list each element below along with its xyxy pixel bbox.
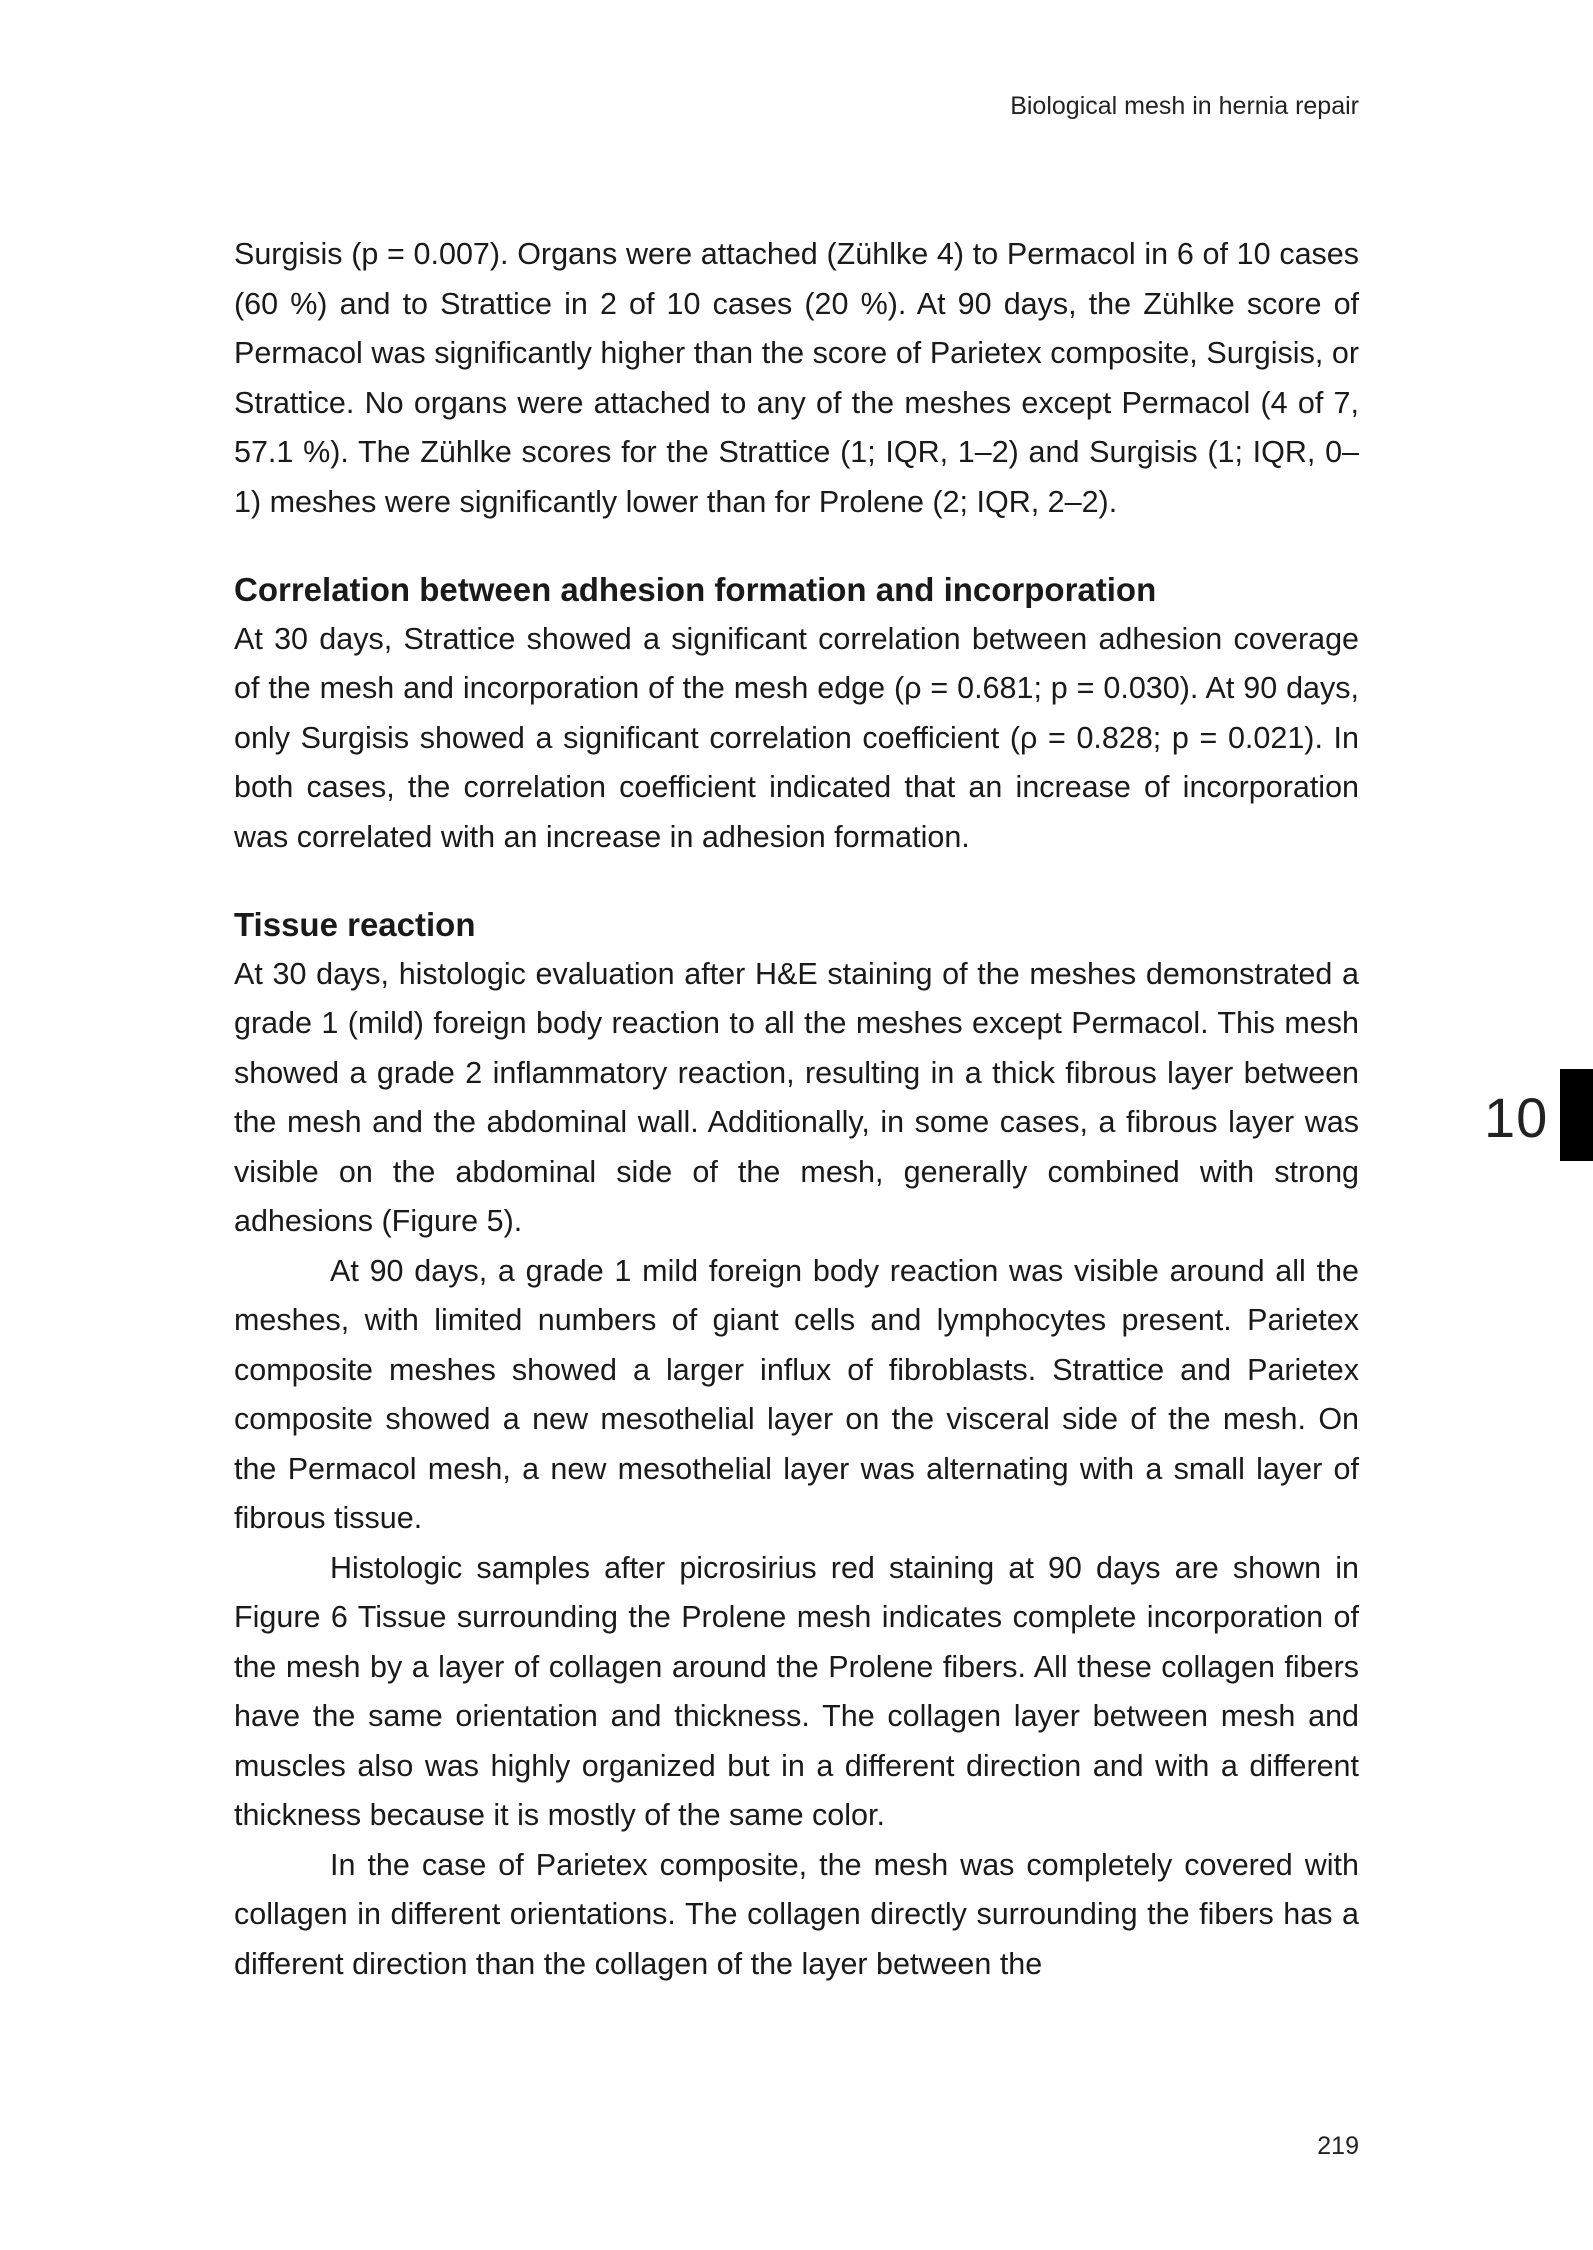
section-heading-correlation: Correlation between adhesion formation and incorporation (234, 571, 1157, 608)
paragraph-correlation: At 30 days, Strattice showed a significant correlation between adhesion coverage of the mesh and incorporation of the mesh edge (ρ = 0.681; p = 0.030). At 90 days, only Surgisis showed a significant correlation coefficient (ρ = 0.828; p = 0.021). In both cases, the correlation coefficient indicated that an increase of incorporation was correlated with an increase in adhesion formation. (234, 621, 1359, 854)
page-number: 219 (1317, 2132, 1359, 2160)
paragraph-90-days: At 90 days, a grade 1 mild foreign body reaction was visible around all the meshes, with limited numbers of giant cells and lymphocytes present. Parietex composite meshes showed a larger influx of fibroblasts. Strattice and Parietex composite showed a new mesothelial layer on the visceral side of the mesh. On the Permacol mesh, a new mesothelial layer was alternating with a small layer of fibrous tissue. (234, 1253, 1359, 1535)
paragraph-30-days: At 30 days, histologic evaluation after H&E staining of the meshes demonstrated a grade 1 (mild) foreign body reaction to all the meshes except Permacol. This mesh showed a grade 2 inflammatory reaction, resulting in a thick fibrous layer between the mesh and the abdominal wall. Additionally, in some cases, a fibrous layer was visible on the abdominal side of the mesh, generally combined with strong adhesions (Figure 5). (234, 956, 1359, 1238)
running-header: Biological mesh in hernia repair (1010, 92, 1359, 120)
body-text (234, 230, 1359, 1989)
chapter-number: 10 (1484, 1086, 1549, 1149)
section-heading-tissue-reaction: Tissue reaction (234, 906, 476, 943)
chapter-tab-marker (1560, 1069, 1593, 1161)
paragraph-parietex: In the case of Parietex composite, the mesh was completely covered with collagen in different orientations. The collagen directly surrounding the fibers has a different direction than the collagen of the layer between the (234, 1847, 1359, 1981)
paragraph-adhesion-scores: Surgisis (p = 0.007). Organs were attached (Zühlke 4) to Permacol in 6 of 10 cases (60 %) and to Strattice in 2 of 10 cases (20 %). At 90 days, the Zühlke score of Permacol was significantly higher than the score of Parietex composite, Surgisis, or Strattice. No organs were attached to any of the meshes except Permacol (4 of 7, 57.1 %). The Zühlke scores for the Strattice (1; IQR, 1–2) and Surgisis (1; IQR, 0–1) meshes were significantly lower than for Prolene (2; IQR, 2–2). (234, 237, 1359, 519)
paragraph-picrosirius: Histologic samples after picrosirius red staining at 90 days are shown in Figure 6 Tissue surrounding the Prolene mesh indicates complete incorporation of the mesh by a layer of collagen around the Prolene fibers. All these collagen fibers have the same orientation and thickness. The collagen layer between mesh and muscles also was highly organized but in a different direction and with a different thickness because it is mostly of the same color. (234, 1550, 1359, 1832)
